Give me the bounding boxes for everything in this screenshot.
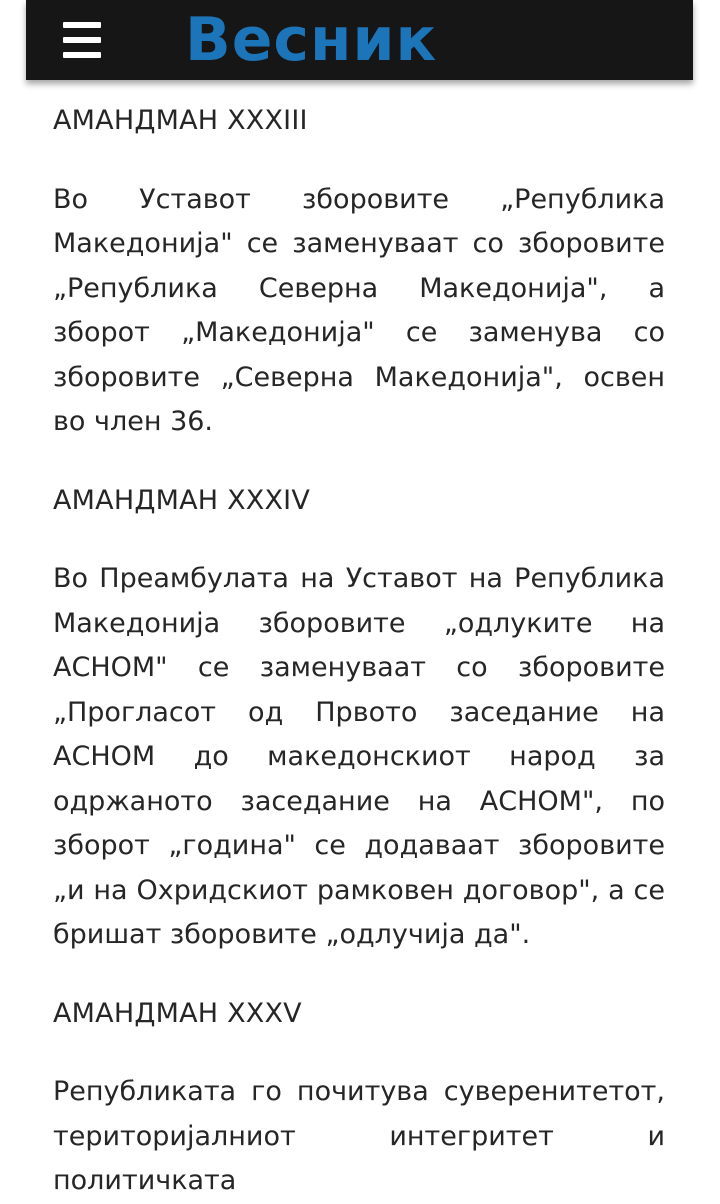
amendment-heading: АМАНДМАН XXXIII xyxy=(53,105,308,136)
amendment-paragraph: Републиката го почитува суверенитетот, територијалниот интегритет и политичката xyxy=(53,1076,665,1196)
hamburger-menu-icon[interactable] xyxy=(63,22,101,58)
site-header xyxy=(26,0,693,80)
amendment-paragraph: Во Уставот зборовите „Република Македонија" се заменуваат со зборовите „Република Северна Македонија", а зборот „Македонија" се заменува со зборовите „Северна Македонија", освен во член 36. xyxy=(53,183,665,437)
site-logo[interactable]: Весник xyxy=(185,5,438,75)
amendment-heading: АМАНДМАН XXXIV xyxy=(53,484,311,516)
amendment-paragraph: Во Преамбулата на Уставот на Република Македонија зборовите „одлуките на АСНОМ" се заменуваат со зборовите „Прогласот од Првото заседание на АСНОМ до македонскиот народ за одржаното заседание на АСНОМ", по зборот „година" се додаваат зборовите „и на Охридскиот рамковен договор", а се бришат зборовите „одлучија да". xyxy=(53,563,665,950)
article-body xyxy=(53,99,665,1204)
amendment-heading: АМАНДМАН XXXV xyxy=(53,997,302,1029)
